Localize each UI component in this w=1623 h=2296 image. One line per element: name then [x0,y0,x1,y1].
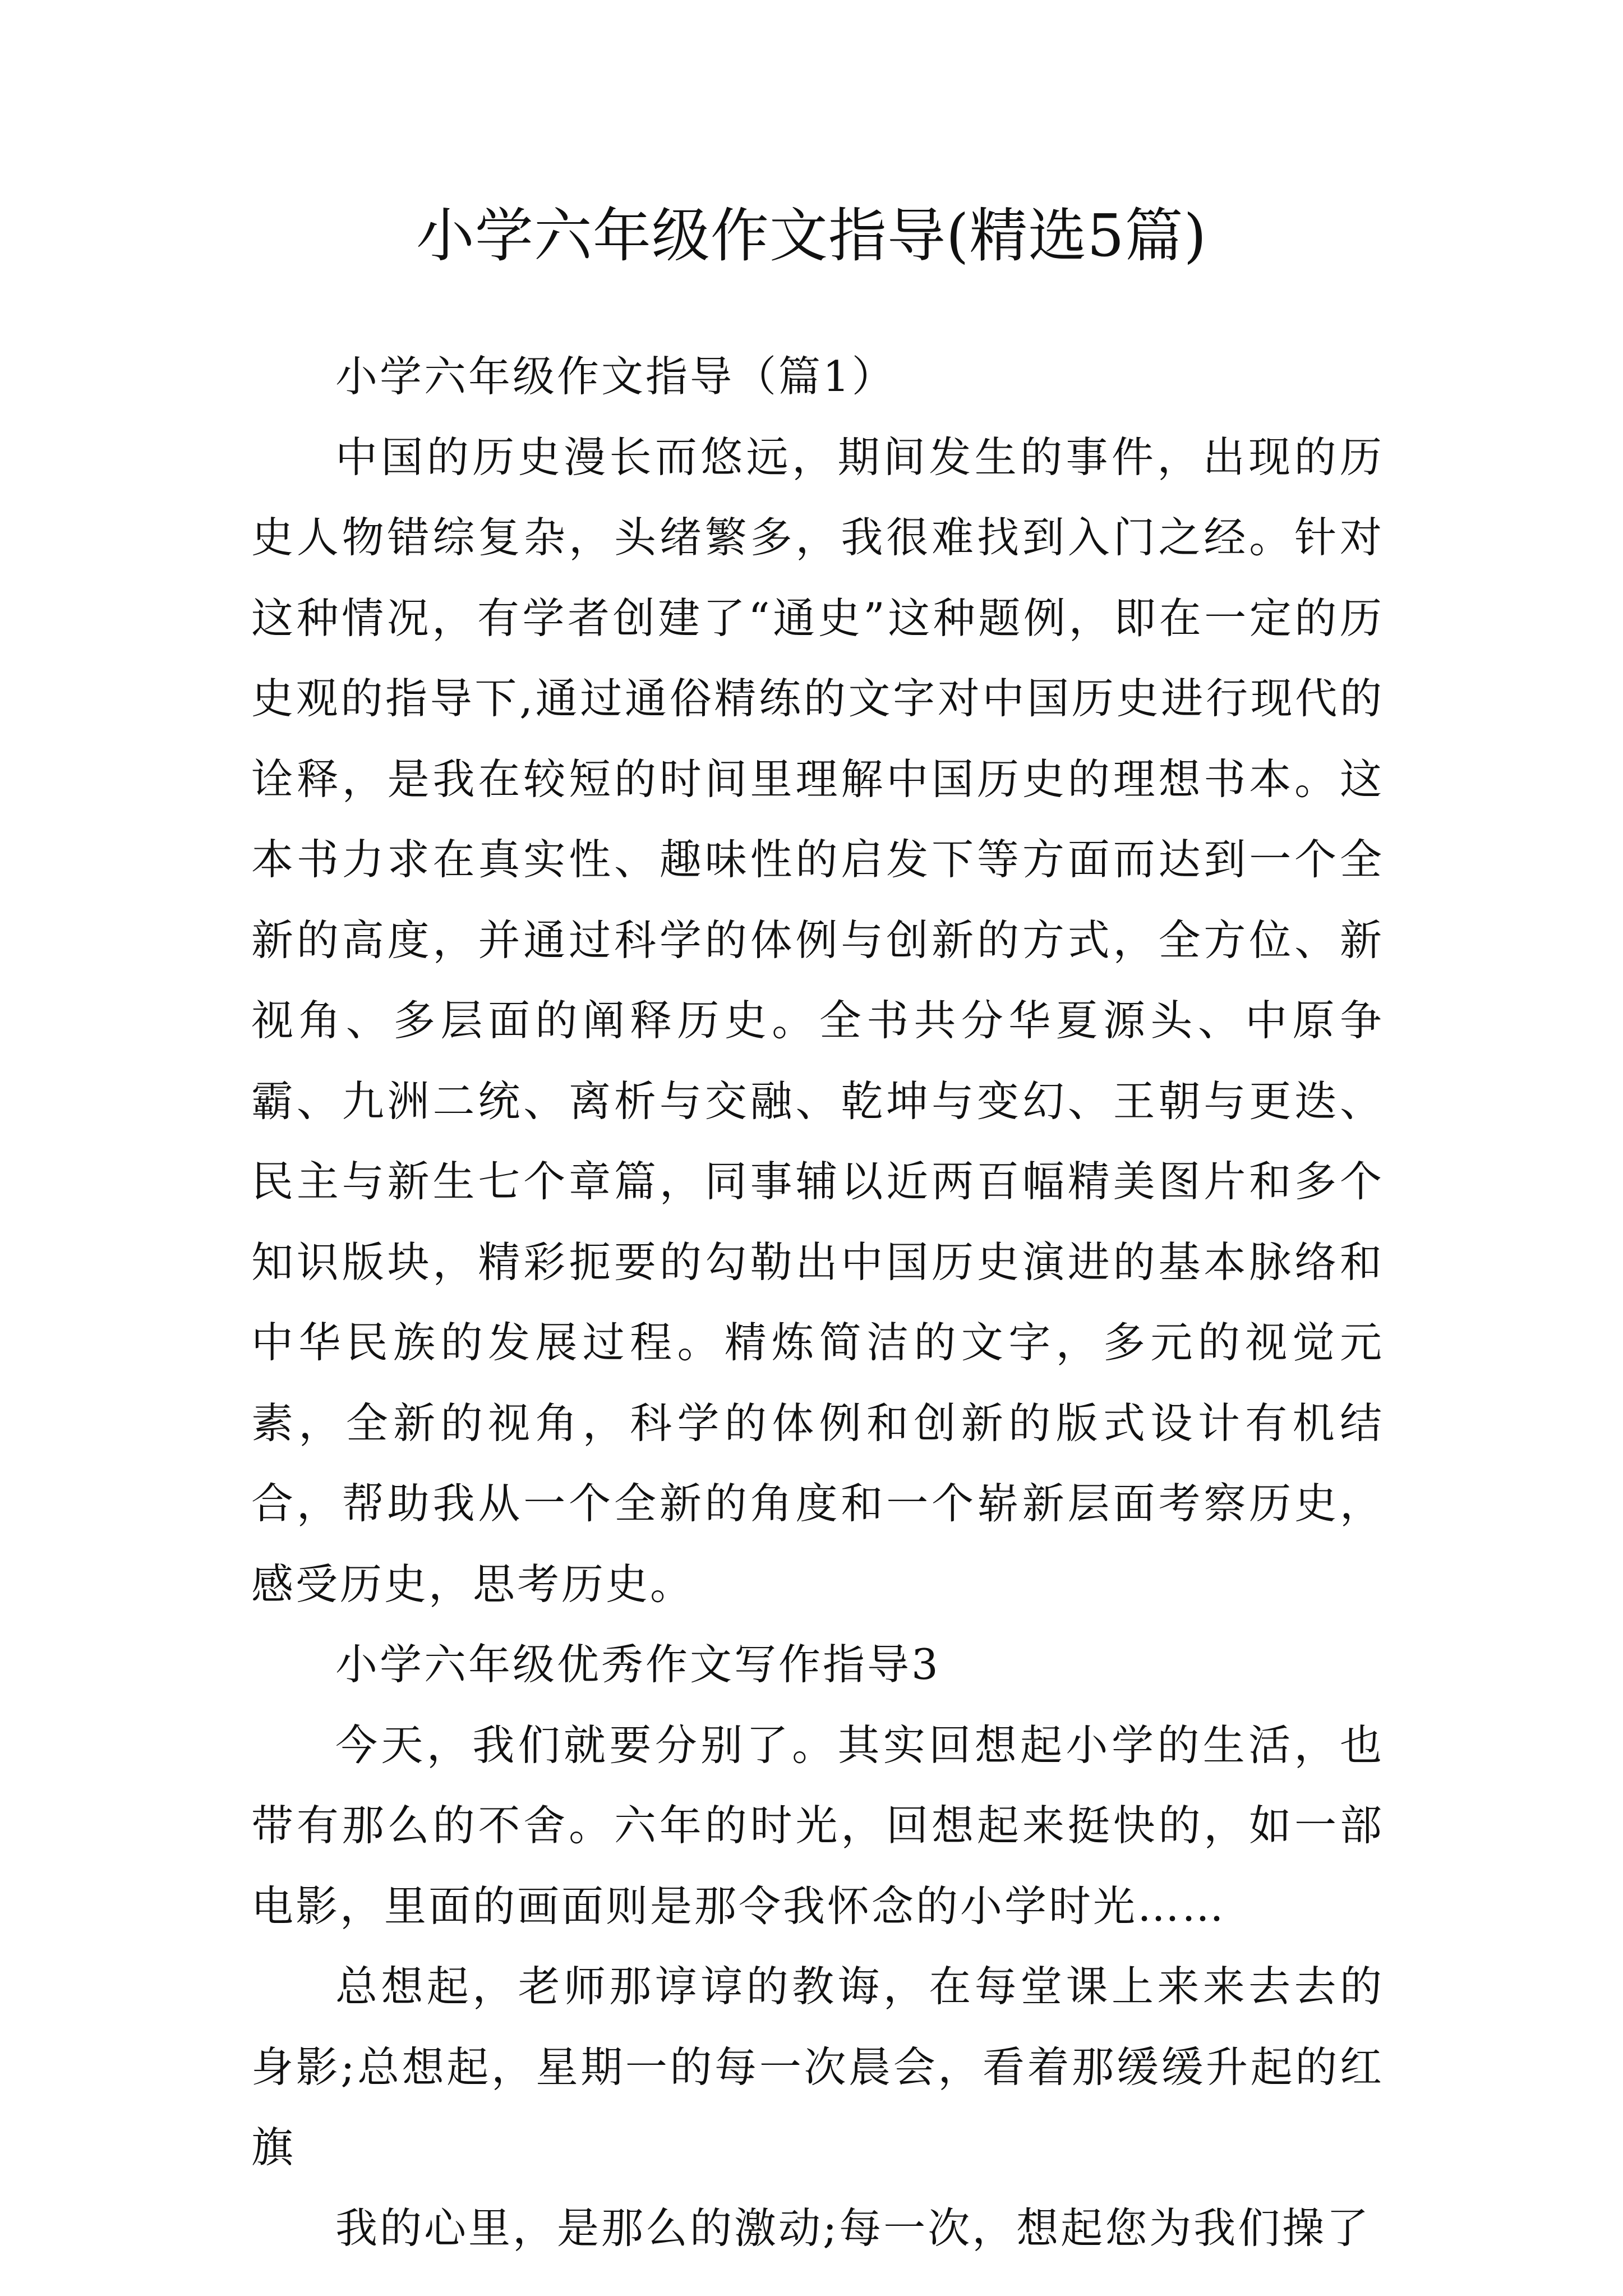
section-heading-1: 小学六年级作文指导（篇1） [335,352,896,401]
paragraph-4: 我的心里，是那么的激动;每一次，想起您为我们操了 [335,2203,1371,2253]
paragraph-3: 总想起，老师那谆谆的教诲，在每堂课上来来去去的身影;总想起，星期一的每一次晨会，看着那缓缓升起的红旗 [251,1962,1384,2172]
document-title: 小学六年级作文指导(精选5篇) [416,201,1207,270]
document-body [251,337,1384,2269]
paragraph-1: 中国的历史漫长而悠远，期间发生的事件，出现的历史人物错综复杂，头绪繁多，我很难找到入门之经。针对这种情况，有学者创建了“通史”这种题例，即在一定的历史观的指导下,通过通俗精练的文字对中国历史进行现代的诠释，是我在较短的时间里理解中国历史的理想书本。这本书力求在真实性、趣味性的启发下等方面而达到一个全新的高度，并通过科学的体例与创新的方式，全方位、新视角、多层面的阐释历史。全书共分华夏源头、中原争霸、九洲二统、离析与交融、乾坤与变幻、王朝与更迭、民主与新生七个章篇，同事辅以近两百幅精美图片和多个知识版块，精彩扼要的勾勒出中国历史演进的基本脉络和中华民族的发展过程。精炼简洁的文字，多元的视觉元素，全新的视角，科学的体例和创新的版式设计有机结合，帮助我从一个全新的角度和一个崭新层面考察历史，感受历史，思考历史。 [251,432,1384,1609]
paragraph-2: 今天，我们就要分别了。其实回想起小学的生活，也带有那么的不舍。六年的时光，回想起来挺快的，如一部电影，里面的画面则是那令我怀念的小学时光…… [251,1720,1384,1931]
section-heading-2: 小学六年级优秀作文写作指导3 [335,1640,940,1689]
